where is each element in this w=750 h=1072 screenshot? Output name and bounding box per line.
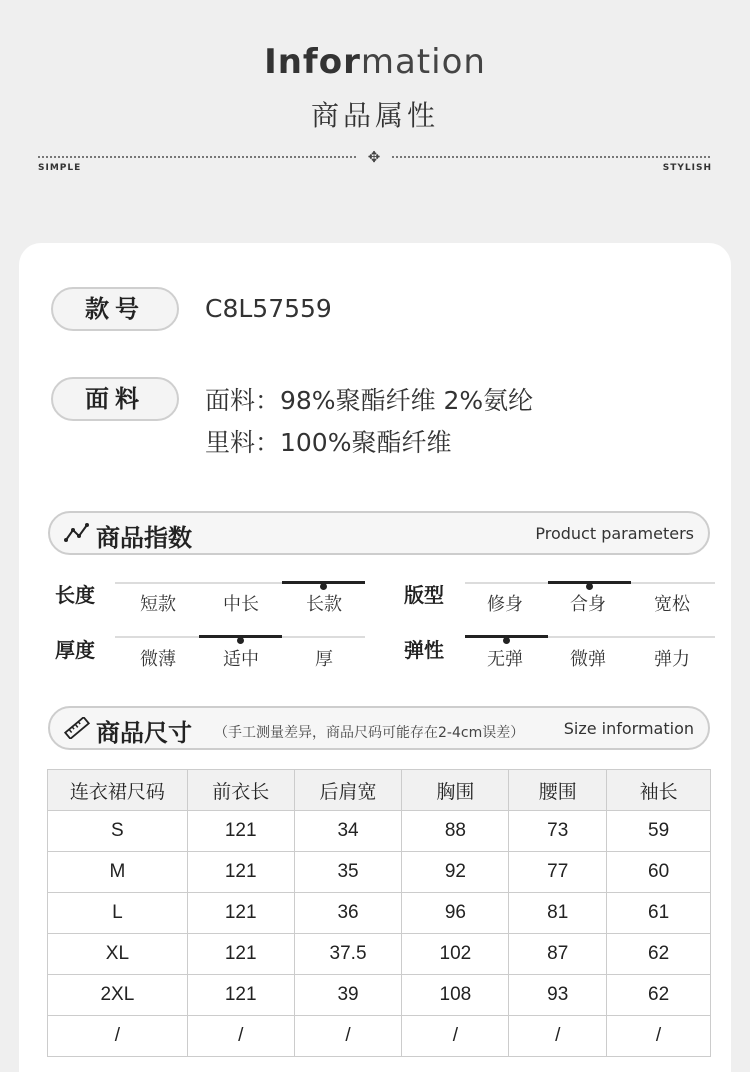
param-fit-opt-1: 修身 — [487, 594, 523, 615]
param-length-opt-2: 中长 — [223, 594, 259, 615]
table-cell: 121 — [187, 893, 294, 934]
table-cell: 81 — [509, 893, 607, 934]
param-elasticity-label: 弹性 — [404, 638, 444, 662]
table-cell: 59 — [607, 811, 711, 852]
title-light: mation — [360, 42, 486, 82]
style-no-label: 款号 — [51, 287, 179, 331]
table-cell: XL — [48, 934, 188, 975]
table-cell: 62 — [607, 975, 711, 1016]
param-fit-opt-3: 宽松 — [654, 594, 690, 615]
table-cell: 121 — [187, 934, 294, 975]
table-cell: S — [48, 811, 188, 852]
param-thickness-dot — [237, 637, 244, 644]
fabric-line-2: 里料：100%聚酯纤维 — [205, 428, 452, 457]
table-cell: M — [48, 852, 188, 893]
table-cell: L — [48, 893, 188, 934]
table-row — [48, 811, 711, 852]
param-elasticity-dot — [503, 637, 510, 644]
table-cell: 108 — [402, 975, 509, 1016]
table-cell: 62 — [607, 934, 711, 975]
size-col-header: 连衣裙尺码 — [48, 770, 188, 811]
table-cell: 121 — [187, 852, 294, 893]
size-col-header: 后肩宽 — [294, 770, 402, 811]
param-thickness-label: 厚度 — [55, 638, 95, 662]
table-cell: 37.5 — [294, 934, 402, 975]
table-row — [48, 934, 711, 975]
param-fit-label: 版型 — [404, 583, 444, 607]
fabric-label: 面料 — [51, 377, 179, 421]
style-no-value: C8L57559 — [205, 294, 332, 323]
param-fit-opt-2: 合身 — [570, 594, 606, 615]
size-table-header-row — [48, 770, 711, 811]
table-cell: 93 — [509, 975, 607, 1016]
table-cell: 92 — [402, 852, 509, 893]
table-cell: 34 — [294, 811, 402, 852]
size-section-note: （手工测量差异，商品尺码可能存在2-4cm误差） — [214, 725, 525, 741]
table-cell: 77 — [509, 852, 607, 893]
size-col-header: 袖长 — [607, 770, 711, 811]
divider-left — [38, 156, 356, 158]
title-bold: Infor — [264, 42, 361, 82]
param-elasticity-opt-2: 微弹 — [570, 649, 606, 670]
divider-right — [392, 156, 710, 158]
param-length-opt-1: 短款 — [140, 594, 176, 615]
table-cell: 2XL — [48, 975, 188, 1016]
table-row — [48, 1016, 711, 1057]
param-elasticity-opt-3: 弹力 — [654, 649, 690, 670]
params-section-title: 商品指数 — [96, 524, 192, 552]
param-thickness-opt-2: 适中 — [223, 649, 259, 670]
params-section-en: Product parameters — [535, 524, 694, 543]
table-cell: 36 — [294, 893, 402, 934]
table-row — [48, 852, 711, 893]
table-cell: 121 — [187, 975, 294, 1016]
size-col-header: 前衣长 — [187, 770, 294, 811]
page-subtitle: 商品属性 — [310, 99, 439, 132]
table-cell: 87 — [509, 934, 607, 975]
table-cell: / — [509, 1016, 607, 1057]
cross-ornament-icon: ✥ — [367, 148, 381, 166]
param-elasticity-opt-1: 无弹 — [487, 649, 523, 670]
table-cell: 121 — [187, 811, 294, 852]
tag-simple: SIMPLE — [38, 163, 82, 173]
table-cell: / — [402, 1016, 509, 1057]
size-section-en: Size information — [563, 719, 694, 738]
table-cell: 35 — [294, 852, 402, 893]
param-length-dot — [320, 583, 327, 590]
param-length-opt-3: 长款 — [306, 594, 342, 615]
table-cell: / — [187, 1016, 294, 1057]
table-cell: / — [48, 1016, 188, 1057]
table-cell: 39 — [294, 975, 402, 1016]
table-row — [48, 893, 711, 934]
size-table — [47, 769, 711, 1057]
tag-stylish: STYLISH — [662, 163, 712, 173]
trend-line-icon — [64, 522, 90, 544]
size-col-header: 腰围 — [509, 770, 607, 811]
size-section-title: 商品尺寸 — [96, 719, 192, 747]
table-cell: 88 — [402, 811, 509, 852]
table-cell: 61 — [607, 893, 711, 934]
table-cell: / — [607, 1016, 711, 1057]
size-section-bar — [48, 706, 710, 750]
table-cell: 73 — [509, 811, 607, 852]
params-section-bar — [48, 511, 710, 555]
fabric-line-1: 面料：98%聚酯纤维 2%氨纶 — [205, 386, 534, 415]
param-thickness-opt-1: 微薄 — [140, 649, 176, 670]
table-cell: 96 — [402, 893, 509, 934]
table-row — [48, 975, 711, 1016]
param-length-label: 长度 — [55, 583, 95, 607]
table-cell: / — [294, 1016, 402, 1057]
table-cell: 60 — [607, 852, 711, 893]
table-cell: 102 — [402, 934, 509, 975]
param-thickness-opt-3: 厚 — [315, 649, 333, 670]
size-col-header: 胸围 — [402, 770, 509, 811]
page-title — [0, 42, 750, 82]
param-fit-dot — [586, 583, 593, 590]
ruler-icon — [64, 717, 90, 739]
